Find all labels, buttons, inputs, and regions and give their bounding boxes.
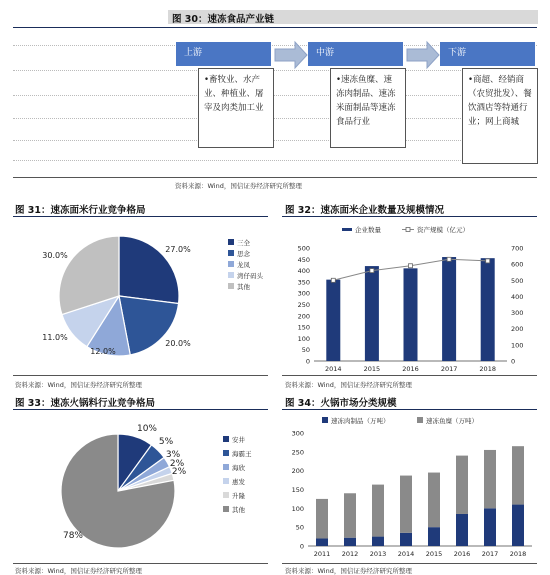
fig32-bar — [442, 257, 456, 361]
fig32-y-right-tick: 300 — [511, 309, 524, 318]
fig33-legend-label: 升隆 — [232, 492, 245, 500]
fig34-bar-meat — [512, 505, 524, 546]
fig32-y-right-tick: 700 — [511, 244, 524, 253]
fig32-legend-marker — [406, 228, 410, 232]
fig34-bar-meat — [344, 538, 356, 546]
fig33-value-label: 2% — [171, 467, 187, 477]
fig32-y-left-tick: 50 — [301, 346, 310, 355]
fig32-bottom-rule — [282, 375, 537, 376]
fig34-legend-swatch-meat — [322, 417, 328, 423]
fig33-legend-swatch — [223, 478, 229, 484]
fig34-y-tick: 300 — [291, 429, 304, 438]
fig33-legend-swatch — [223, 506, 229, 512]
fig32-y-left-tick: 450 — [297, 255, 310, 264]
fig34-bar-surimi — [512, 446, 524, 504]
fig34-y-tick: 50 — [295, 523, 304, 532]
fig31-legend-swatch — [228, 283, 234, 289]
fig31-legend-label: 其他 — [237, 283, 250, 291]
fig32-source: 资料来源：Wind，国信证券经济研究所整理 — [285, 381, 412, 389]
fig33-title: 图 33：速冻火锅料行业竞争格局 — [15, 398, 156, 409]
fig33-bottom-rule — [13, 563, 268, 564]
fig31-legend-swatch — [228, 250, 234, 256]
fig31-value-label: 11.0% — [42, 333, 68, 342]
fig32-y-left-tick: 0 — [305, 357, 310, 366]
fig33-value-label: 78% — [62, 531, 84, 541]
fig34-bar-surimi — [344, 493, 356, 537]
fig34-x-tick: 2016 — [453, 550, 471, 558]
fig33-value-label: 2% — [169, 459, 185, 469]
fig32-y-right-tick: 400 — [511, 292, 524, 301]
fig32-y-left-tick: 100 — [297, 334, 310, 343]
fig32-line-marker — [331, 278, 335, 282]
fig33-top-rule — [13, 409, 268, 410]
fig32-y-right-tick: 600 — [511, 260, 524, 269]
fig34-chart — [282, 411, 538, 563]
fig31-chart — [13, 218, 270, 373]
fig34-top-rule — [282, 409, 537, 410]
fig34-bar-surimi — [484, 450, 496, 508]
chain-arrow-icon — [273, 40, 309, 70]
fig34-bar-meat — [400, 533, 412, 546]
fig34-bar-meat — [316, 538, 328, 546]
fig34-x-tick: 2012 — [341, 550, 359, 558]
stage-box-0: •畜牧业、水产业、种植业、屠宰及肉类加工业 — [198, 68, 274, 148]
fig31-title: 图 31：速冻面米行业竞争格局 — [15, 205, 146, 216]
fig34-bottom-rule — [282, 563, 537, 564]
fig34-bar-surimi — [400, 476, 412, 533]
fig32-legend-bar-label: 企业数量 — [355, 226, 381, 234]
fig34-x-tick: 2015 — [425, 550, 443, 558]
fig34-x-tick: 2011 — [313, 550, 331, 558]
fig34-x-tick: 2013 — [369, 550, 387, 558]
fig30-title: 图 30：速冻食品产业链 — [172, 14, 275, 25]
fig32-line-marker — [370, 269, 374, 273]
fig32-top-rule — [282, 216, 537, 217]
fig32-line-marker — [486, 259, 490, 263]
fig33-legend-swatch — [223, 464, 229, 470]
fig33-chart — [13, 411, 270, 561]
fig31-legend-swatch — [228, 239, 234, 245]
fig32-y-right-tick: 100 — [511, 341, 524, 350]
fig34-y-tick: 250 — [291, 448, 304, 457]
fig32-bar — [365, 266, 379, 361]
fig34-x-tick: 2017 — [481, 550, 499, 558]
fig33-legend-label: 海欣 — [232, 464, 245, 472]
fig31-value-label: 12.0% — [90, 347, 116, 356]
fig32-x-tick: 2016 — [402, 365, 419, 373]
stage-label-0: 上游 — [176, 42, 271, 66]
fig34-y-tick: 100 — [291, 504, 304, 513]
fig33-legend-swatch — [223, 492, 229, 498]
fig32-line-marker — [447, 257, 451, 261]
fig32-x-tick: 2014 — [325, 365, 342, 373]
fig30-bottom-rule — [13, 177, 537, 178]
fig34-bar-meat — [456, 514, 468, 546]
fig34-bar-surimi — [316, 499, 328, 539]
fig31-value-label: 30.0% — [42, 251, 68, 260]
fig33-legend-label: 安井 — [232, 436, 245, 444]
stage-label-2: 下游 — [440, 42, 535, 66]
fig34-x-tick: 2014 — [397, 550, 415, 558]
fig34-legend-surimi-label: 速冻鱼糜（万吨） — [426, 417, 478, 425]
fig32-y-right-tick: 500 — [511, 276, 524, 285]
fig34-bar-meat — [484, 508, 496, 546]
stage-label-1: 中游 — [308, 42, 403, 66]
fig34-y-tick: 200 — [291, 467, 304, 476]
fig32-line-marker — [409, 264, 413, 268]
fig32-y-left-tick: 500 — [297, 244, 310, 253]
fig31-legend-swatch — [228, 272, 234, 278]
fig30-top-rule — [13, 27, 537, 28]
fig31-source: 资料来源：Wind，国信证券经济研究所整理 — [15, 381, 142, 389]
fig34-bar-surimi — [372, 485, 384, 537]
fig34-legend-meat-label: 速冻肉制品（万吨） — [331, 417, 390, 425]
fig33-value-label: 5% — [158, 437, 174, 447]
fig31-legend-label: 湾仔码头 — [237, 272, 263, 280]
fig31-top-rule — [13, 216, 268, 217]
fig33-legend-label: 惠发 — [232, 478, 245, 486]
fig34-bar-surimi — [456, 456, 468, 514]
fig34-legend-swatch-surimi — [417, 417, 423, 423]
fig33-value-label: 3% — [165, 450, 181, 460]
stage-box-1: •速冻鱼糜、速冻肉制品、速冻米面制品等速冻食品行业 — [330, 68, 406, 148]
fig32-y-left-tick: 200 — [297, 312, 310, 321]
fig34-x-tick: 2018 — [509, 550, 527, 558]
fig34-bar-meat — [428, 527, 440, 546]
fig32-bar — [481, 258, 495, 361]
fig32-y-left-tick: 350 — [297, 278, 310, 287]
fig32-y-left-tick: 150 — [297, 323, 310, 332]
fig31-legend-label: 思念 — [237, 250, 250, 258]
fig32-y-right-tick: 0 — [511, 357, 516, 366]
fig32-x-tick: 2018 — [479, 365, 496, 373]
fig32-legend-line-label: 资产规模（亿元） — [417, 226, 469, 234]
fig33-legend-label: 海霸王 — [232, 450, 252, 458]
fig32-title: 图 32：速冻面米企业数量及规模情况 — [285, 205, 445, 216]
chain-arrow-icon — [405, 40, 441, 70]
fig33-source: 资料来源：Wind，国信证券经济研究所整理 — [15, 567, 142, 575]
fig32-bar — [404, 268, 418, 361]
fig33-value-label: 10% — [136, 424, 158, 434]
fig31-legend-swatch — [228, 261, 234, 267]
fig34-y-tick: 150 — [291, 486, 304, 494]
fig34-source: 资料来源：Wind，国信证券经济研究所整理 — [285, 567, 412, 575]
fig33-legend-swatch — [223, 450, 229, 456]
fig32-x-tick: 2015 — [363, 365, 381, 373]
fig34-bar-surimi — [428, 473, 440, 528]
fig30-source: 资料来源：Wind，国信证券经济研究所整理 — [175, 182, 302, 190]
fig33-legend-swatch — [223, 436, 229, 442]
fig34-bar-meat — [372, 537, 384, 546]
fig32-chart — [282, 218, 538, 373]
fig32-bar — [326, 280, 340, 361]
fig32-x-tick: 2017 — [440, 365, 458, 373]
stage-box-2: •商超、经销商（农贸批发）、餐饮酒店等特通行业；网上商城 — [462, 68, 538, 164]
fig34-y-tick: 0 — [299, 542, 304, 551]
fig31-legend-label: 三全 — [237, 239, 250, 247]
fig34-title: 图 34：火锅市场分类规模 — [285, 398, 397, 409]
fig31-bottom-rule — [13, 375, 268, 376]
fig32-legend-swatch-bar — [342, 228, 352, 231]
fig32-y-left-tick: 300 — [297, 289, 310, 298]
fig32-y-left-tick: 400 — [297, 267, 310, 276]
fig32-y-left-tick: 250 — [297, 301, 310, 309]
fig31-value-label: 20.0% — [165, 339, 191, 348]
fig32-y-right-tick: 200 — [511, 325, 524, 334]
fig31-value-label: 27.0% — [165, 245, 191, 254]
fig33-legend-label: 其他 — [232, 506, 245, 514]
fig31-legend-label: 龙凤 — [237, 261, 250, 269]
